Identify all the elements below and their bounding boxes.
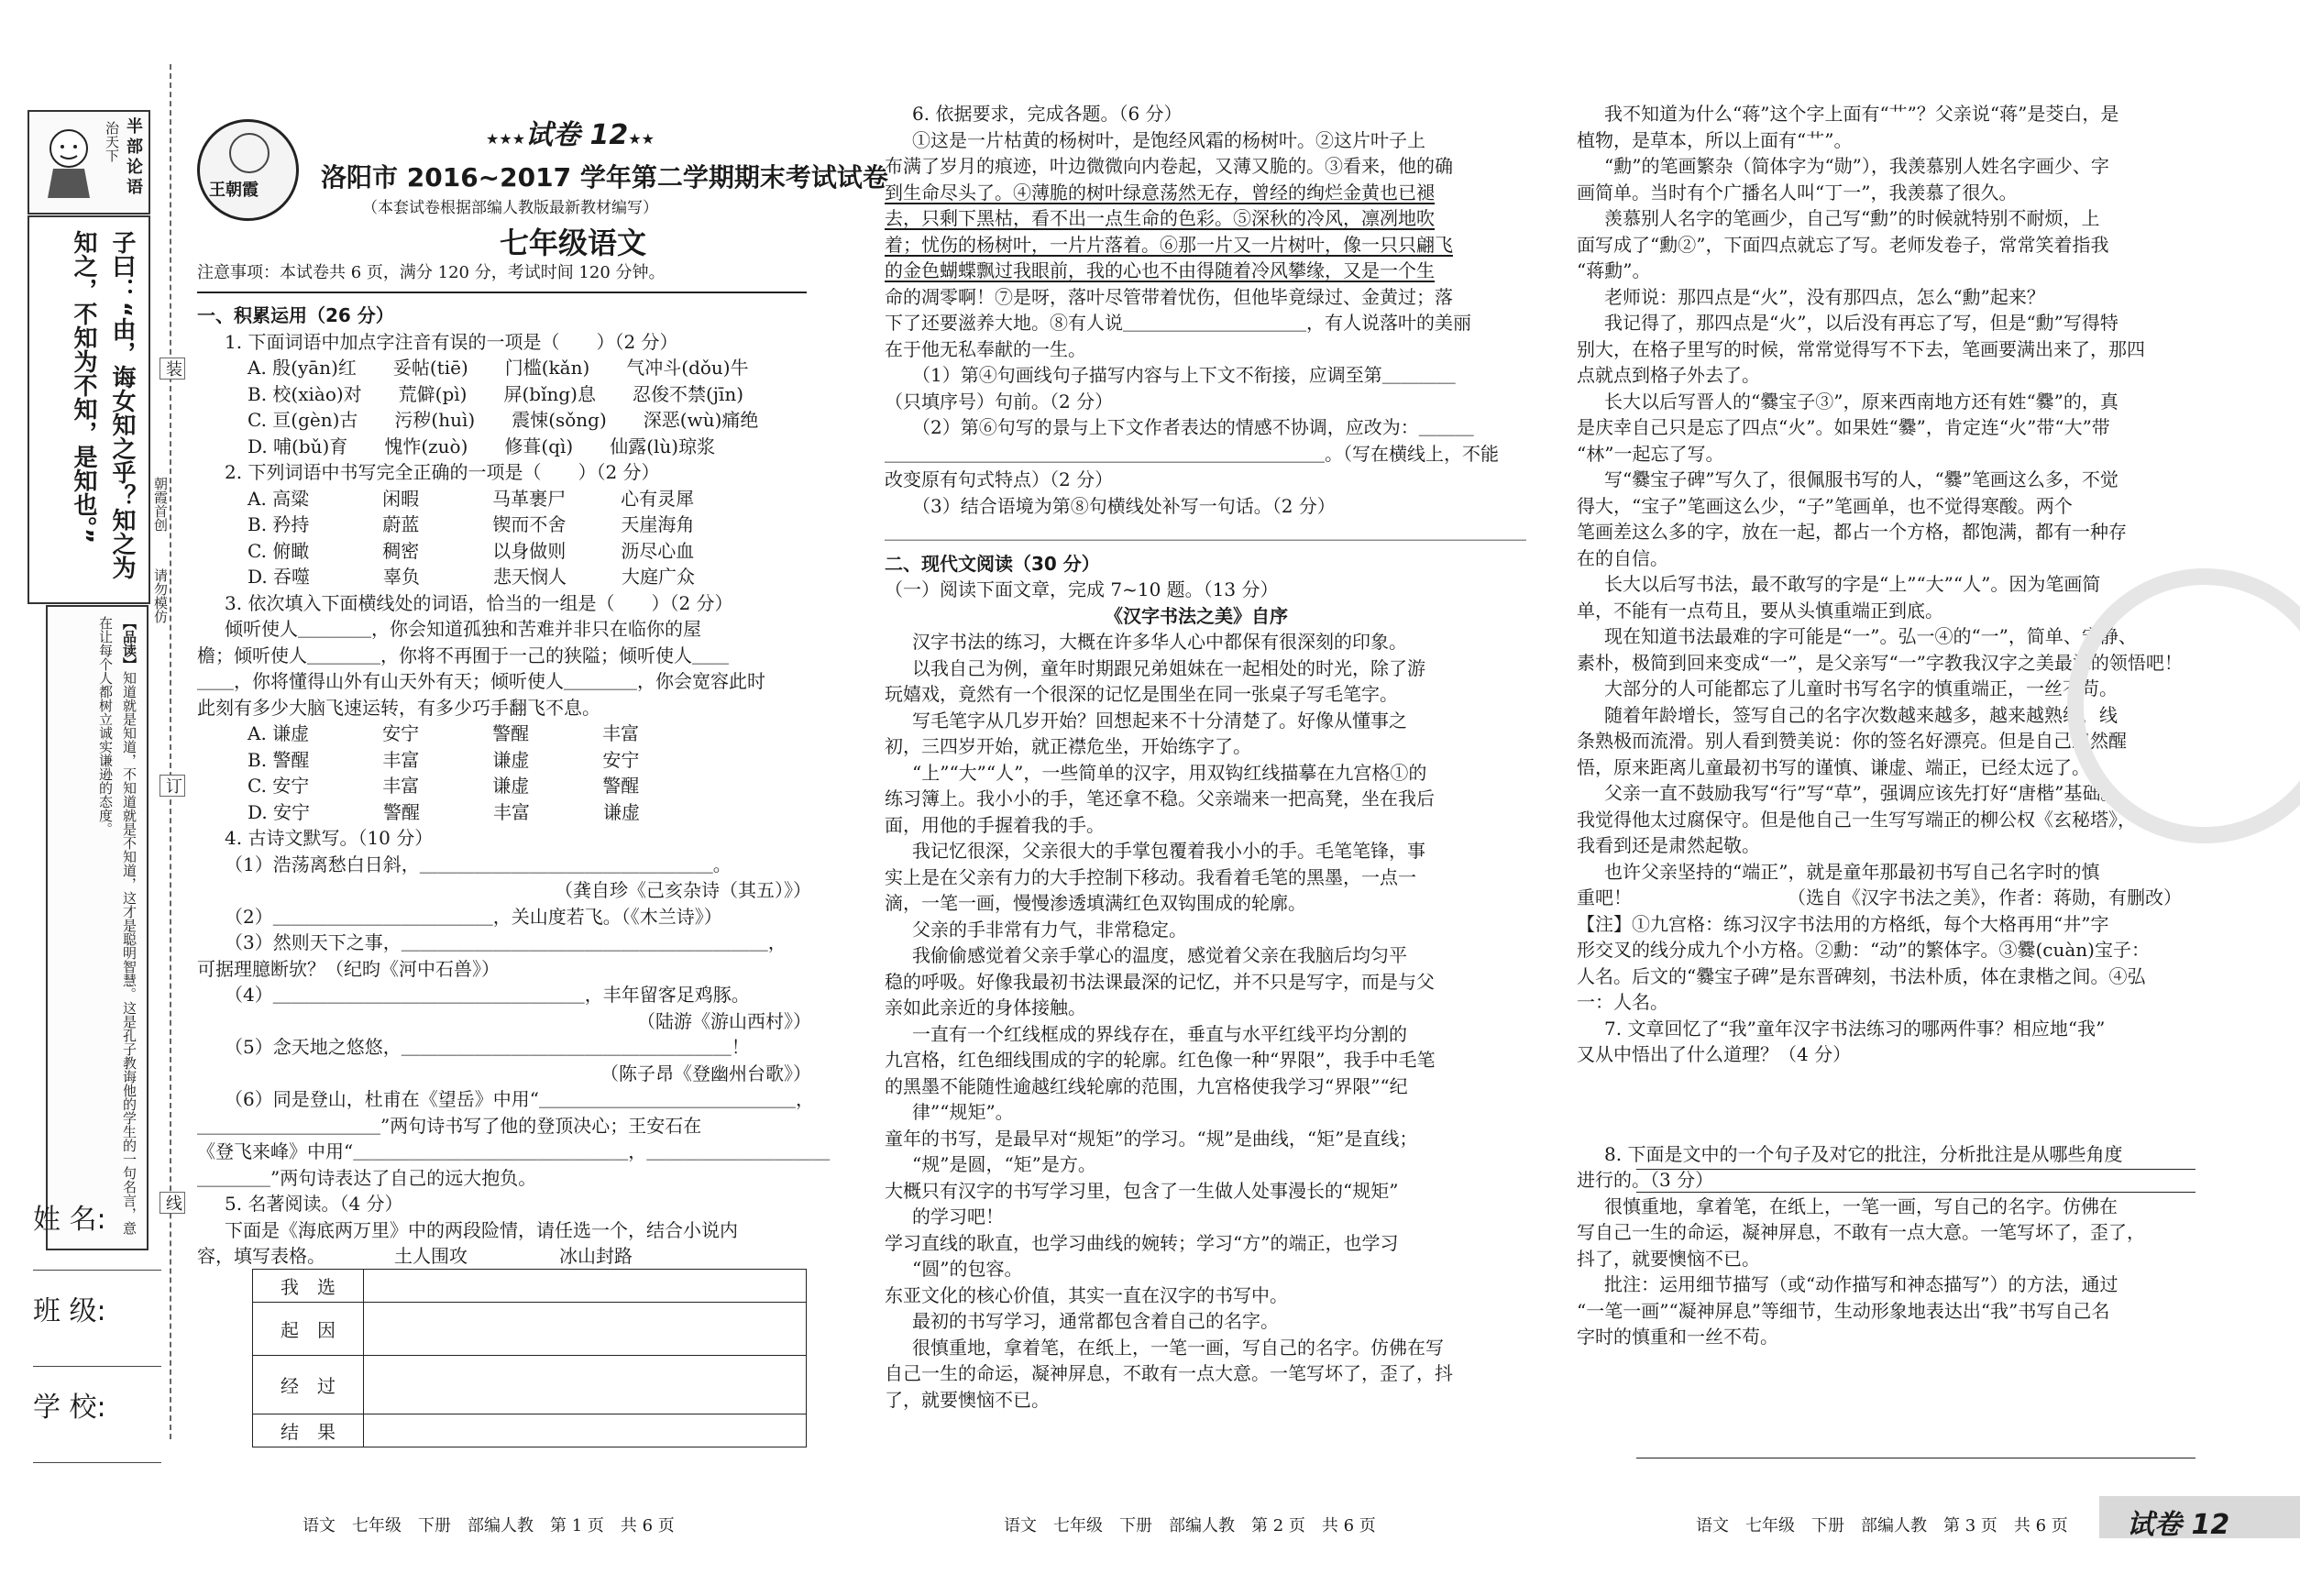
text-line: 条熟极而流滑。别人看到赞美说：你的签名好漂亮。但是自己忽然醒 xyxy=(1577,730,2127,752)
text-line: 汉字书法的练习，大概在许多华人心中都保有很深刻的印象。 xyxy=(912,631,1407,653)
note-original: 朝霞首创 xyxy=(152,477,169,532)
text-line: 去，只剩下黑枯，看不出一点生命的色彩。⑤深秋的冷风，凛冽地吹 xyxy=(885,207,1435,229)
text-line: 字时的慎重和一丝不苟。 xyxy=(1577,1326,1778,1348)
text-line: 可据理臆断欤？（纪昀《河中石兽》） xyxy=(197,957,500,980)
table-answer-cell[interactable] xyxy=(364,1270,807,1303)
brand-name: 王朝霞 xyxy=(209,181,259,200)
text-line: ＿＿＿＿＿＿＿＿＿＿＿＿＿＿＿＿＿＿＿＿＿＿＿＿＿＿＿＿＿＿＿＿＿＿＿ xyxy=(885,521,1526,543)
sidebar xyxy=(28,110,147,1256)
text-line: 2. 下列词语中书写完全正确的一项是（ ）（2 分） xyxy=(225,461,660,483)
text-line: 到生命尽头了。④薄脆的树叶绿意荡然无存，曾经的绚烂金黄也已褪 xyxy=(885,181,1435,204)
binding-label-1: 装 xyxy=(160,358,185,380)
reading-label: 【品读】 xyxy=(121,616,138,671)
text-line: 一、积累运用（26 分） xyxy=(197,304,394,326)
answer-table xyxy=(252,1269,807,1447)
confucius-quote: 子曰：“由，诲女知之乎？知之为知之，不知为不知，是知也。” xyxy=(70,230,136,580)
text-line: 1. 下面词语中加点字注音有误的一项是（ ）（2 分） xyxy=(225,330,678,353)
text-line: 笔画差这么多的字，放在一起，都占一个方格，都饱满，都有一种存 xyxy=(1577,521,2127,543)
text-line: （陈子昂《登幽州台歌》） xyxy=(600,1062,811,1084)
column-2 xyxy=(885,101,1526,1413)
table-cell: 起 因 xyxy=(253,1303,364,1356)
star-icon: ★★★ xyxy=(486,130,526,148)
reading-text xyxy=(94,616,141,1239)
text-line: 是庆幸自己只是忘了四点“火”。如果姓“爨”，肯定连“火”带“大”带 xyxy=(1577,416,2110,438)
text-line: 在于他无私奉献的一生。 xyxy=(885,337,1086,360)
logo-title: 半部论语 xyxy=(124,117,143,198)
text-line: D. 安宁 警醒 丰富 谦虚 xyxy=(248,800,641,823)
text-line: 在的自信。 xyxy=(1577,546,1668,569)
text-line: 面写成了“勳②”，下面四点就忘了写。老师发卷子，常常笑着指我 xyxy=(1577,233,2109,256)
table-answer-cell[interactable] xyxy=(364,1356,807,1414)
note-no-copy: 请勿模仿 xyxy=(152,568,169,623)
text-line: ＿＿＿＿＿＿＿＿＿＿”两句诗书写了他的登顶决心；王安石在 xyxy=(197,1114,702,1137)
text-line: 又从中悟出了什么道理？（4 分） xyxy=(1577,1043,1852,1065)
text-line: 批注：运用细节描写（或“动作描写和神态描写”）的方法，通过 xyxy=(1604,1273,2118,1295)
text-line: 此刻有多少大脑飞速运转，有多少巧手翻飞不息。 xyxy=(197,696,600,719)
footer-page-2: 语文 七年级 下册 部编人教 第 2 页 共 6 页 xyxy=(1004,1516,1376,1535)
table-answer-cell[interactable] xyxy=(364,1414,807,1447)
text-line: （5）念天地之悠悠，＿＿＿＿＿＿＿＿＿＿＿＿＿＿＿＿＿＿！ xyxy=(225,1036,750,1058)
text-line: 7. 文章回忆了“我”童年汉字书法练习的哪两件事？相应地“我” xyxy=(1604,1017,2106,1040)
text-line: 大部分的人可能都忘了儿童时书写名字的慎重端正，一丝不苟。 xyxy=(1604,677,2118,699)
class-field[interactable] xyxy=(33,1366,161,1367)
text-line: （陆游《游山西村》） xyxy=(637,1009,811,1032)
text-line: B. 警醒 丰富 谦虚 安宁 xyxy=(248,748,640,771)
table-row xyxy=(253,1303,807,1356)
text-line: 抖了，就要懊恼不已。 xyxy=(1577,1247,1760,1270)
text-line: A. 殷(yān)红 妥帖(tiē) 门槛(kǎn) 气冲斗(dǒu)牛 xyxy=(248,357,749,379)
exam-subtitle: （本套试卷根据部编人教版最新教材编写） xyxy=(362,199,658,217)
table-option-1: 土人围攻 xyxy=(394,1245,468,1267)
exam-title: 洛阳市 2016~2017 学年第二学期期末考试试卷 xyxy=(321,162,888,193)
school-label: 学 校: xyxy=(33,1392,106,1424)
text-line: 长大以后写晋人的“爨宝子③”，原来西南地方还有姓“爨”的，真 xyxy=(1604,390,2118,413)
text-line: ①这是一片枯黄的杨树叶，是饱经风霜的杨树叶。②这片叶子上 xyxy=(912,128,1425,151)
footer-page-3: 语文 七年级 下册 部编人教 第 3 页 共 6 页 xyxy=(1696,1516,2068,1535)
text-line: 东亚文化的核心价值，其实一直在汉字的书写中。 xyxy=(885,1283,1288,1306)
star-icon: ★★ xyxy=(628,130,655,148)
text-line: A. 高粱 闲暇 马革裹尸 心有灵犀 xyxy=(248,487,695,510)
text-line: 律”“规矩”。 xyxy=(912,1101,1014,1123)
text-line: 的黑墨不能随性逾越红线轮廓的范围，九宫格使我学习“界限”“纪 xyxy=(885,1074,1408,1097)
text-line: 8. 下面是文中的一个句子及对它的批注，分析批注是从哪些角度 xyxy=(1604,1142,2123,1165)
text-line: （2）第⑥句写的景与上下文作者表达的情感不协调，应改为：＿＿＿ xyxy=(912,416,1474,438)
text-line: 容，填写表格。 xyxy=(197,1245,325,1267)
text-line: 得大，“宝子”笔画这么少，“子”笔画单，也不觉得寒酸。两个 xyxy=(1577,494,2073,517)
text-line: 老师说：那四点是“火”，没有那四点，怎么“勳”起来？ xyxy=(1604,285,2045,308)
text-line: 我觉得他太过腐保守。但是他自己一生写写端正的柳公权《玄秘塔》， xyxy=(1577,808,2136,831)
text-line: （只填序号）句前。（2 分） xyxy=(885,390,1114,413)
text-line: 自己一生的命运，凝神屏息，不敢有一点大意。一笔写坏了，歪了，抖 xyxy=(885,1362,1453,1384)
text-line: 《汉字书法之美》自序 xyxy=(1105,604,1288,627)
text-line: 也许父亲坚持的“端正”，就是童年那最初书写自己名字时的慎 xyxy=(1604,860,2100,883)
binding-line xyxy=(170,64,171,1439)
text-line: 檐；倾听使人＿＿＿＿，你将不再囿于一己的狭隘；倾听使人＿＿ xyxy=(197,644,729,666)
text-line: （1）浩荡离愁白日斜，＿＿＿＿＿＿＿＿＿＿＿＿＿＿＿＿。 xyxy=(225,853,732,875)
text-line: 很慎重地，拿着笔，在纸上，一笔一画，写自己的名字。仿佛在 xyxy=(1604,1194,2118,1217)
text-line: “一笔一画”“凝神屏息”等细节，生动形象地表达出“我”书写自己名 xyxy=(1577,1299,2110,1322)
text-line: B. 矜持 蔚蓝 锲而不舍 天崖海角 xyxy=(248,513,695,535)
text-line: 【注】①九宫格：练习汉字书法用的方格纸，每个大格再用“井”字 xyxy=(1577,912,2109,935)
text-line: “蒋勳”。 xyxy=(1577,259,1651,281)
text-line: 6. 依据要求，完成各题。（6 分） xyxy=(912,103,1183,125)
text-line: 一：人名。 xyxy=(1577,991,1668,1013)
text-line: 《登飞来峰》中用“＿＿＿＿＿＿＿＿＿＿＿＿＿＿＿，＿＿＿＿＿＿＿＿＿＿ xyxy=(197,1140,831,1162)
text-line: 4. 古诗文默写。（10 分） xyxy=(225,827,434,849)
text-line: 进行的。（3 分） xyxy=(1577,1169,1714,1191)
text-line: 学习直线的耿直，也学习曲线的婉转；学习“方”的端正，也学习 xyxy=(885,1231,1399,1254)
text-line: 形交叉的线分成九个小方格。②勳：“动”的繁体字。③爨(cuàn)宝子： xyxy=(1577,939,2150,961)
answer-line[interactable] xyxy=(1636,1192,2195,1193)
footer-page-1: 语文 七年级 下册 部编人教 第 1 页 共 6 页 xyxy=(303,1516,675,1535)
text-line: 二、现代文阅读（30 分） xyxy=(885,552,1100,575)
text-line: B. 校(xiào)对 荒僻(pì) 屏(bǐng)息 忍俊不禁(jīn) xyxy=(248,382,744,405)
table-row xyxy=(253,1414,807,1447)
text-line: 我记忆很深，父亲很大的手掌包覆着我小小的手。毛笔笔锋，事 xyxy=(912,840,1425,862)
text-line: 画简单。当时有个广播名人叫“丁一”，我羡慕了很久。 xyxy=(1577,181,2018,204)
class-label: 班 级: xyxy=(33,1295,106,1327)
text-line: 别大，在格子里写的时候，常常觉得写不下去，笔画要满出来了，那四 xyxy=(1577,337,2145,360)
table-row xyxy=(253,1270,807,1303)
text-line: 初，三四岁开始，就正襟危坐，开始练字了。 xyxy=(885,735,1251,757)
text-line: 下了还要滋养大地。⑧有人说＿＿＿＿＿＿＿＿＿＿，有人说落叶的美丽 xyxy=(885,312,1471,334)
text-line: A. 谦虚 安宁 警醒 丰富 xyxy=(248,722,640,744)
answer-line[interactable] xyxy=(1636,1169,2195,1170)
brand-emblem xyxy=(229,133,270,173)
school-field[interactable] xyxy=(33,1462,161,1463)
table-cell: 我 选 xyxy=(253,1270,364,1303)
text-line: 一直有一个红线框成的界线存在，垂直与水平红线平均分割的 xyxy=(912,1022,1407,1045)
text-line: （6）同是登山，杜甫在《望岳》中用“＿＿＿＿＿＿＿＿＿＿＿＿＿＿， xyxy=(225,1088,814,1110)
header-rule xyxy=(197,292,807,293)
text-line: D. 哺(bǔ)育 愧怍(zuò) 修葺(qì) 仙露(lù)琼浆 xyxy=(248,435,716,457)
text-line: 的金色蝴蝶飘过我眼前，我的心也不由得随着冷风攀缘，又是一个生 xyxy=(885,259,1435,281)
reading-box xyxy=(46,605,149,1250)
logo-box xyxy=(28,110,150,215)
text-line: 我不知道为什么“蒋”这个字上面有“艹”？父亲说“蒋”是茭白，是 xyxy=(1604,103,2119,125)
logo-figure xyxy=(37,123,101,200)
notice: 注意事项：本试卷共 6 页，满分 120 分，考试时间 120 分钟。 xyxy=(197,263,666,282)
text-line: D. 吞噬 辜负 悲天悯人 大庭广众 xyxy=(248,566,696,588)
text-line: 单，不能有一点苟且，要从头慎重端正到底。 xyxy=(1577,599,1943,622)
table-cell: 结 果 xyxy=(253,1414,364,1447)
text-line: C. 俯瞰 稠密 以身做则 沥尽心血 xyxy=(248,539,695,562)
text-line: 我看到还是肃然起敬。 xyxy=(1577,834,1760,856)
text-line: 随着年龄增长，签写自己的名字次数越来越多，越来越熟练，线 xyxy=(1604,703,2118,726)
text-line: （3）然则天下之事，＿＿＿＿＿＿＿＿＿＿＿＿＿＿＿＿＿＿＿＿， xyxy=(225,931,787,953)
table-cell: 经 过 xyxy=(253,1356,364,1414)
text-line: 悟，原来距离儿童最初书写的谨慎、谦虚、端正，已经太远了。 xyxy=(1577,755,2090,778)
text-line: 人名。后文的“爨宝子碑”是东晋碑刻，书法朴质，体在隶楷之间。④弘 xyxy=(1577,964,2146,987)
text-line: 倾听使人＿＿＿＿，你会知道孤独和苦难并非只在临你的屋 xyxy=(225,618,701,640)
text-line: C. 亘(gèn)古 污秽(huì) 震悚(sǒng) 深恶(wù)痛绝 xyxy=(248,409,759,431)
text-line: 我偷偷感觉着父亲手掌心的温度，感觉着父亲在我脑后均匀平 xyxy=(912,944,1407,966)
text-line: 很慎重地，拿着笔，在纸上，一笔一画，写自己的名字。仿佛在写 xyxy=(912,1336,1444,1359)
text-line: （4）＿＿＿＿＿＿＿＿＿＿＿＿＿＿＿＿＿，丰年留客足鸡豚。 xyxy=(225,984,750,1006)
text-line: 羡慕别人名字的笔画少，自己写“勳”的时候就特别不耐烦，上 xyxy=(1604,207,2100,229)
text-line: 写自己一生的命运，凝神屏息，不敢有一点大意。一笔写坏了，歪了， xyxy=(1577,1221,2145,1243)
text-line: ＿＿，你将懂得山外有山天外有天；倾听使人＿＿＿＿，你会宽容此时 xyxy=(197,670,765,692)
text-line: “勳”的笔画繁杂（简体字为“勋”），我羡慕别人姓名字画少、字 xyxy=(1604,155,2109,177)
table-row xyxy=(253,1356,807,1414)
paper-number: ★★★试卷 12★★ xyxy=(486,119,655,151)
text-line: ＿＿＿＿＿＿＿＿＿＿＿＿＿＿＿＿＿＿＿＿＿＿＿＿。（写在横线上，不能 xyxy=(885,442,1499,465)
text-line: 练习簿上。我小小的手，笔还拿不稳。父亲端来一把高凳，坐在我后 xyxy=(885,787,1435,809)
text-line: 下面是《海底两万里》中的两段险情，请任选一个，结合小说内 xyxy=(225,1218,738,1241)
table-option-2: 冰山封路 xyxy=(559,1245,633,1267)
footer-paper-number: 试卷 12 xyxy=(2127,1509,2230,1541)
text-line: （3）结合语境为第⑧句横线处补写一句话。（2 分） xyxy=(912,494,1336,517)
text-line: 滴，一笔一画，慢慢渗透填满红色双钩围成的轮廓。 xyxy=(885,892,1306,914)
text-line: “上”“大”“人”，一些简单的汉字，用双钩红线描摹在九宫格①的 xyxy=(912,761,1427,784)
text-line: 点就点到格子外去了。 xyxy=(1577,364,1760,386)
text-line: “林”一起忘了写。 xyxy=(1577,442,1724,465)
text-line: 布满了岁月的痕迹，叶边微微向内卷起，又薄又脆的。③看来，他的确 xyxy=(885,155,1453,177)
text-line: 重吧！ （选自《汉字书法之美》，作者：蒋勋，有删改） xyxy=(1577,886,2182,908)
text-line: 我记得了，那四点是“火”，以后没有再忘了写，但是“勳”写得特 xyxy=(1604,312,2118,334)
text-line: “规”是圆，“矩”是方。 xyxy=(912,1153,1096,1175)
text-line: 植物，是草本，所以上面有“艹”。 xyxy=(1577,128,1853,151)
brand-logo xyxy=(197,119,299,221)
text-line: 的学习吧！ xyxy=(912,1205,1004,1227)
text-line: C. 安宁 丰富 谦虚 警醒 xyxy=(248,775,640,797)
text-line: 大概只有汉字的书写学习里，包含了一生做人处事漫长的“规矩” xyxy=(885,1179,1399,1202)
subject-title: 七年级语文 xyxy=(500,226,647,260)
text-line: 着；忧伤的杨树叶，一片片落着。⑥那一片又一片树叶，像一只只翩飞 xyxy=(885,233,1453,256)
binding-label-2: 订 xyxy=(160,775,185,797)
text-line: “圆”的包容。 xyxy=(912,1258,1023,1280)
text-line: 改变原有句式特点）（2 分） xyxy=(885,468,1114,490)
text-line: （2）＿＿＿＿＿＿＿＿＿＿＿＿，关山度若飞。（《木兰诗》） xyxy=(225,905,722,928)
text-line: 稳的呼吸。好像我最初书法课最深的记忆，并不只是写字，而是与父 xyxy=(885,970,1435,993)
name-label: 姓 名: xyxy=(33,1204,106,1236)
text-line: 了，就要懊恼不已。 xyxy=(885,1388,1050,1411)
text-line: （1）第④句画线句子描写内容与上下文不衔接，应调至第＿＿＿＿ xyxy=(912,364,1456,386)
reading-content: 知道就是知道，不知道就是不知道，这才是聪明智慧。这是孔子教诲他的学生的一句名言，意在让每个人都树立诚实谦逊的态度。 xyxy=(97,616,138,1235)
text-line: 长大以后写书法，最不敢写的字是“上”“大”“人”。因为笔画简 xyxy=(1604,573,2101,595)
logo-subtitle: 治天下 xyxy=(104,121,120,162)
text-line: 写毛笔字从几岁开始？回想起来不十分清楚了。好像从懂事之 xyxy=(912,709,1407,732)
quote-box xyxy=(28,215,150,604)
text-line: ＿＿＿＿”两句诗表达了自己的远大抱负。 xyxy=(197,1166,537,1189)
text-line: （龚自珍《己亥杂诗（其五）》） xyxy=(555,879,811,901)
text-line: 父亲一直不鼓励我写“行”写“草”，强调应该先打好“唐楷”基础。 xyxy=(1604,782,2119,804)
text-line: 亲如此亲近的身体接触。 xyxy=(885,996,1086,1018)
text-line: 命的凋零啊！⑦是呀，落叶尽管带着忧伤，但他毕竟绿过、金黄过；落 xyxy=(885,285,1453,308)
text-line: 以我自己为例，童年时期跟兄弟姐妹在一起相处的时光，除了游 xyxy=(912,656,1425,679)
text-line: 童年的书写，是最早对“规矩”的学习。“规”是曲线，“矩”是直线； xyxy=(885,1127,1418,1150)
text-line: 写“爨宝子碑”写久了，很佩服书写的人，“爨”笔画这么多，不觉 xyxy=(1604,468,2118,490)
text-line: 九宫格，红色细线围成的字的轮廓。红色像一种“界限”，我手中毛笔 xyxy=(885,1049,1436,1071)
text-line: 素朴，极简到回来变成“一”，是父亲写“一”字教我汉字之美最深的领悟吧！ xyxy=(1577,651,2183,674)
name-field[interactable] xyxy=(33,1270,161,1271)
text-line: 父亲的手非常有力气，非常稳定。 xyxy=(912,918,1187,941)
column-1 xyxy=(197,303,831,1270)
text-line: 面，用他的手握着我的手。 xyxy=(885,813,1105,836)
table-answer-cell[interactable] xyxy=(364,1303,807,1356)
text-line: 最初的书写学习，通常都包含着自己的名字。 xyxy=(912,1310,1279,1332)
text-line: 5. 名著阅读。（4 分） xyxy=(225,1193,403,1215)
text-line: 现在知道书法最难的字可能是“一”。弘一④的“一”，简单、安静、 xyxy=(1604,625,2137,647)
text-line: 3. 依次填入下面横线处的词语，恰当的一组是（ ）（2 分） xyxy=(225,591,733,614)
text-line: （一）阅读下面文章，完成 7~10 题。（13 分） xyxy=(885,578,1279,600)
text-line: 实上是在父亲有力的大手控制下移动。我看着毛笔的黑墨，一点一 xyxy=(885,865,1416,888)
text-line: 玩嬉戏，竟然有一个很深的记忆是围坐在同一张桌子写毛笔字。 xyxy=(885,683,1398,705)
binding-label-3: 线 xyxy=(160,1192,185,1214)
